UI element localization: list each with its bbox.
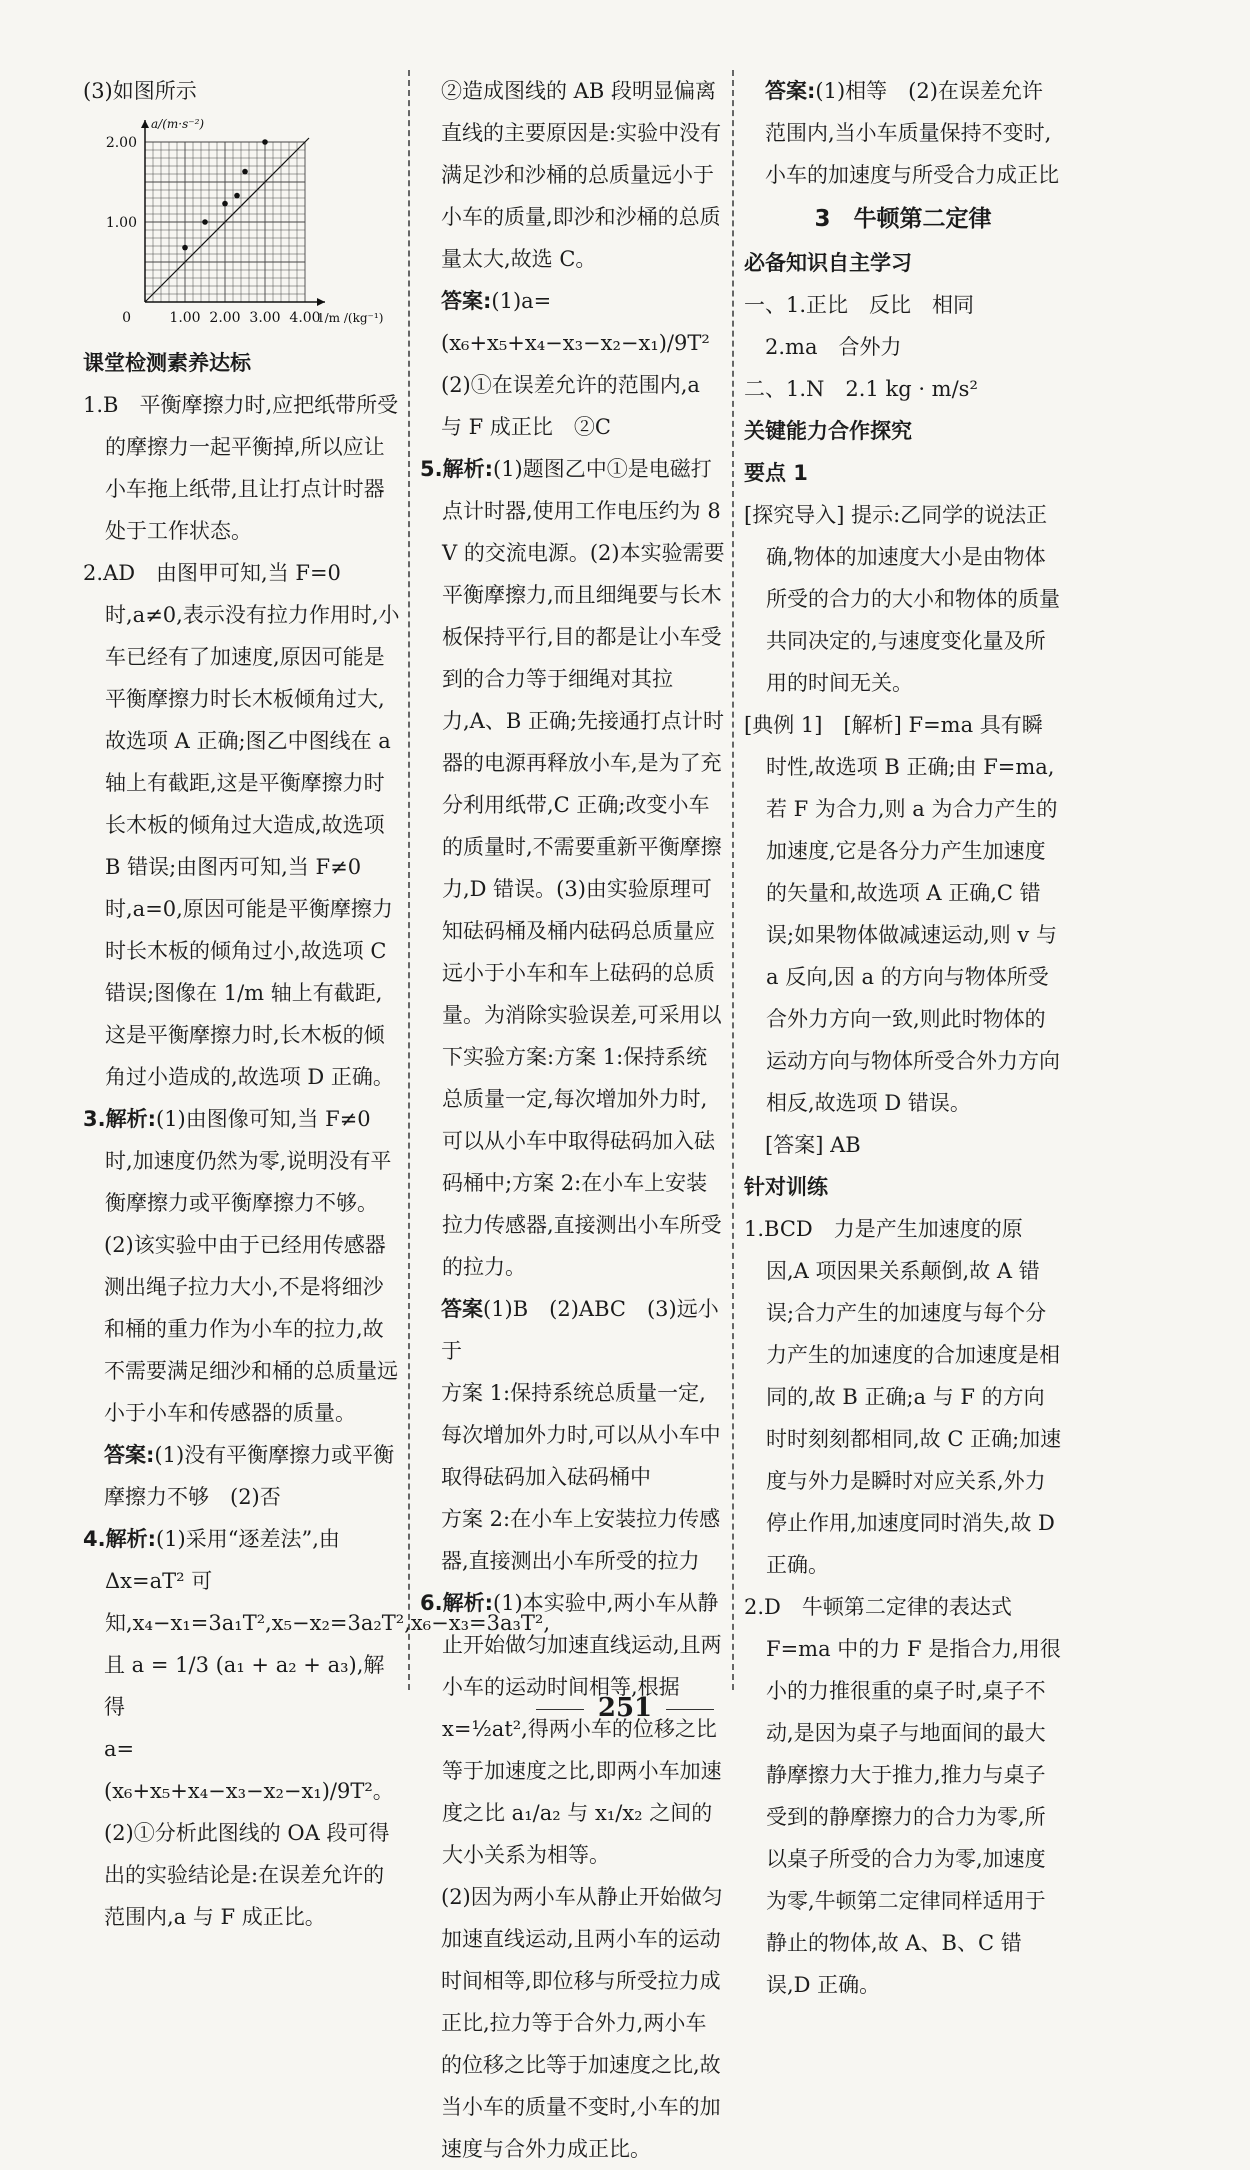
- answer-label: 答案:: [765, 79, 816, 103]
- answer-line: [420, 1288, 725, 1372]
- formula: a=(x₆+x₅+x₄−x₃−x₂−x₁)/9T²。: [104, 1737, 394, 1803]
- dash-right: [666, 1709, 714, 1710]
- page-number-text: 251: [597, 1693, 653, 1723]
- explore-block: [744, 494, 1062, 704]
- answer-text: 方案 1:保持系统总质量一定,每次增加外力时,可以从小车中取得砝码加入砝码桶中: [441, 1381, 721, 1489]
- column-middle: [420, 70, 725, 2170]
- analysis-text: (1)本实验中,两小车从静止开始做匀加速直线运动,且两小车的运动时间相等,根据 x=½at²,得两小车的位移之比等于加速度之比,即两小车加速度之比 a₁/a₂ 与 x₁/x₂ 之间的大小关系为相等。: [442, 1591, 722, 1867]
- x-tick-label: 2.00: [209, 310, 241, 326]
- answer-line: [83, 1434, 401, 1518]
- subsection-title: 关键能力合作探究: [744, 419, 912, 443]
- example-label: [典例 1] [解析]: [744, 713, 902, 737]
- data-point: [262, 139, 268, 145]
- analysis-text: (1)由图像可知,当 F≠0 时,加速度仍然为零,说明没有平衡摩擦力或平衡摩擦力不够。: [105, 1107, 392, 1215]
- acceleration-chart: [83, 112, 401, 342]
- training-title: 针对训练: [744, 1175, 828, 1199]
- training-item-2: 2.D 牛顿第二定律的表达式 F=ma 中的力 F 是指合力,用很小的力推很重的桌子时,桌子不动,是因为桌子与地面间的最大静摩擦力大于推力,推力与桌子受到的静摩擦力的合力为零,所以桌子所受的合力为零,加速度为零,牛顿第二定律同样适用于静止的物体,故 A、B、C 错误,D 正确。: [744, 1595, 1061, 1997]
- analysis-label: 5.解析:: [420, 457, 493, 481]
- origin-label: 0: [122, 310, 131, 326]
- answer-label: [答案]: [765, 1133, 824, 1157]
- answer-text: 一、1.正比 反比 相同: [744, 293, 975, 317]
- column-divider: [732, 70, 734, 1690]
- analysis-label: 4.解析:: [83, 1527, 156, 1551]
- analysis-text: (2)因为两小车从静止开始做匀加速直线运动,且两小车的运动时间相等,即位移与所受拉力成正比,拉力等于合外力,两小车的位移之比等于加速度之比,故当小车的质量不变时,小车的加速度与合外力成正比。: [441, 1885, 723, 2161]
- fit-line: [145, 138, 309, 302]
- analysis-text: (2)①分析此图线的 OA 段可得出的实验结论是:在误差允许的范围内,a 与 F 成正比。: [104, 1821, 390, 1929]
- analysis-text: (1)采用“逐差法”,由 Δx=aT² 可知,x₄−x₁=3a₁T²,x₅−x₂=3a₂T²,x₆−x₃=3a₃T²,: [105, 1527, 551, 1635]
- x-tick-label: 4.00: [289, 310, 321, 326]
- explore-label: [探究导入]: [744, 503, 845, 527]
- data-point: [222, 201, 228, 207]
- subsection-title: 必备知识自主学习: [744, 251, 912, 275]
- x-axis-arrow: [317, 298, 325, 306]
- answer-text: (1)B (2)ABC (3)远小于: [441, 1297, 719, 1363]
- y-axis-label: a/(m·s⁻²): [151, 117, 205, 131]
- example-block: [744, 704, 1062, 1124]
- answer-label: 答案: [441, 1297, 483, 1321]
- answer-text: 二、1.N 2.1 kg · m/s²: [744, 377, 978, 401]
- y-axis-arrow: [141, 120, 149, 128]
- data-point: [202, 219, 208, 225]
- x-tick-label: 1.00: [169, 310, 201, 326]
- data-point: [234, 193, 240, 199]
- analysis-text: (1)题图乙中①是电磁打点计时器,使用工作电压约为 8 V 的交流电源。(2)本实验需要平衡摩擦力,而且细绳要与长木板保持平行,目的都是让小车受到的合力等于细绳对其拉力,A、B 正确;先接通打点计时器的电源再释放小车,是为了充分利用纸带,C 正确;改变小车的质量时,不需要重新平衡摩擦力,D 错误。(3)由实验原理可知砝码桶及桶内砝码总质量应远小于小车和车上砝码的总质量。为消除实验误差,可采用以下实验方案:方案 1:保持系统总质量一定,每次增加外力时,可以从小车中取得砝码加入砝码桶中;方案 2:在小车上安装拉力传感器,直接测出小车所受的拉力。: [442, 457, 725, 1279]
- answer-item-2: 2.AD 由图甲可知,当 F=0 时,a≠0,表示没有拉力作用时,小车已经有了加速度,原因可能是平衡摩擦力时长木板倾角过大,故选项 A 正确;图乙中图线在 a 轴上有截距,这是平衡摩擦力时长木板的倾角过大造成,故选项 B 错误;由图丙可知,当 F≠0 时,a=0,原因可能是平衡摩擦力时长木板的倾角过小,故选项 C 错误;图像在 1/m 轴上有截距,这是平衡摩擦力时,长木板的倾角过小造成的,故选项 D 正确。: [83, 561, 400, 1089]
- answer-text: (1)a=(x₆+x₅+x₄−x₃−x₂−x₁)/9T²: [441, 289, 710, 355]
- data-point: [242, 169, 248, 175]
- answer-item-3: [83, 1098, 401, 1224]
- y-tick-label: 1.00: [105, 215, 137, 231]
- x-axis-label: 1/m /(kg⁻¹): [317, 311, 384, 325]
- section-title: 课堂检测素养达标: [83, 351, 251, 375]
- answer-item-1: 1.B 平衡摩擦力时,应把纸带所受的摩擦力一起平衡掉,所以应让小车拖上纸带,且让打点计时器处于工作状态。: [83, 393, 399, 543]
- column-divider: [408, 70, 410, 1690]
- answer-line: [420, 280, 725, 364]
- answer-text: (1)相等 (2)在误差允许范围内,当小车质量保持不变时,小车的加速度与所受合力成正比: [765, 79, 1059, 187]
- analysis-label: 3.解析:: [83, 1107, 156, 1131]
- answer-label: 答案:: [441, 289, 492, 313]
- analysis-text: (2)该实验中由于已经用传感器测出绳子拉力大小,不是将细沙和桶的重力作为小车的拉力,故不需要满足细沙和桶的总质量远小于小车和传感器的质量。: [104, 1233, 398, 1425]
- point-label: 要点 1: [744, 461, 808, 485]
- x-tick-label: 3.00: [249, 310, 281, 326]
- answer-text: (1)没有平衡摩擦力或平衡摩擦力不够 (2)否: [104, 1443, 395, 1509]
- page-number: [0, 1693, 1250, 1723]
- answer-label: 答案:: [104, 1443, 155, 1467]
- analysis-label: 6.解析:: [420, 1591, 493, 1615]
- answer-text: AB: [830, 1133, 861, 1157]
- section-title: 3 牛顿第二定律: [814, 206, 992, 232]
- figure-caption: (3)如图所示: [83, 79, 197, 103]
- analysis-text: 且 a = 1/3 (a₁ + a₂ + a₃),解得: [104, 1653, 385, 1719]
- answer-text: (2)①在误差允许的范围内,a 与 F 成正比 ②C: [441, 373, 700, 439]
- analysis-text: ②造成图线的 AB 段明显偏离直线的主要原因是:实验中没有满足沙和沙桶的总质量远小于小车的质量,即沙和沙桶的总质量太大,故选 C。: [441, 79, 722, 271]
- answer-item-5: [420, 448, 725, 1288]
- answer-item-6: [420, 1582, 725, 1876]
- answer-text: 方案 2:在小车上安装拉力传感器,直接测出小车所受的拉力: [441, 1507, 721, 1573]
- dash-left: [536, 1709, 584, 1710]
- answer-text: 2.ma 合外力: [765, 335, 902, 359]
- example-text: F=ma 具有瞬时性,故选项 B 正确;由 F=ma,若 F 为合力,则 a 为合力产生的加速度,它是各分力产生加速度的矢量和,故选项 A 正确,C 错误;如果物体做减速运动,则 v 与 a 反向,因 a 的方向与物体所受合外力方向一致,则此时物体的运动方向与物体所受合外力方向相反,故选项 D 错误。: [766, 713, 1060, 1115]
- data-point: [182, 245, 188, 251]
- explore-text: 提示:乙同学的说法正确,物体的加速度大小是由物体所受的合力的大小和物体的质量共同决定的,与速度变化量及所用的时间无关。: [766, 503, 1060, 695]
- example-answer: [744, 1124, 1062, 1166]
- y-tick-label: 2.00: [105, 135, 137, 151]
- training-item-1: 1.BCD 力是产生加速度的原因,A 项因果关系颠倒,故 A 错误;合力产生的加速度与每个分力产生的加速度的合加速度是相同的,故 B 正确;a 与 F 的方向时时刻刻都相同,故 C 正确;加速度与外力是瞬时对应关系,外力停止作用,加速度同时消失,故 D 正确。: [744, 1217, 1062, 1577]
- answer-line: [744, 70, 1062, 196]
